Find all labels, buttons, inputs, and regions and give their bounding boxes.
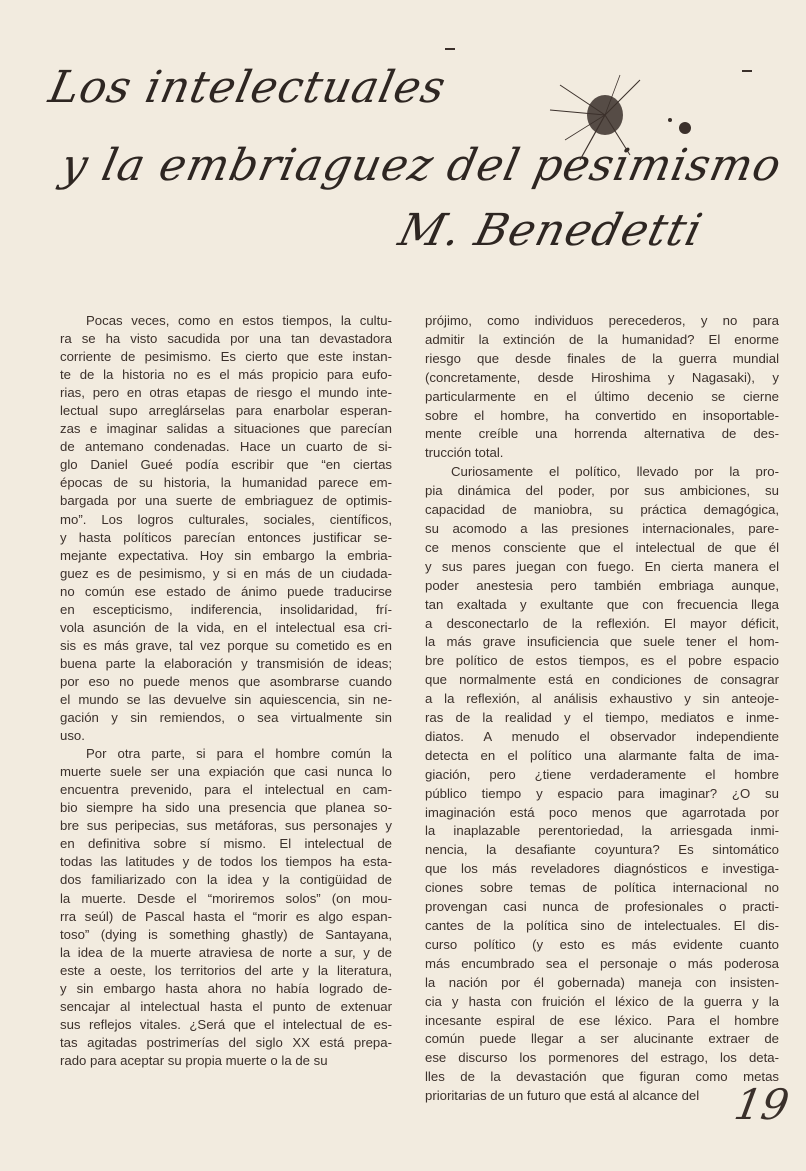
text-line: incesante espiral de ese léxico. Para el hombre xyxy=(425,1012,779,1028)
text-line: guez es de pesimismo, y si en más de un ciudada- xyxy=(60,565,392,581)
text-line: bargada por una suerte de embriaguez de optimis- xyxy=(60,493,392,509)
text-line: prójimo, como individuos perecederos, y no para xyxy=(425,313,779,328)
ink-blot-icon xyxy=(520,70,720,180)
page-number: 19 xyxy=(730,1080,793,1129)
text-line: cantes de la política sino de intelectuales. El dis- xyxy=(425,918,779,933)
text-line: sus reflejos vitales. ¿Será que el intelectual de es- xyxy=(60,1016,392,1032)
text-line: Por otra parte, si para el hombre común la xyxy=(86,746,392,762)
text-line: giación, pero ¿tiene verdaderamente el hombre xyxy=(425,766,779,782)
text-line: su acomodo a las presiones internacionales, pare- xyxy=(425,520,779,536)
text-line: la nación por él gobernada) maneja con insisten- xyxy=(425,974,779,990)
text-line: a desconectarlo de la reflexión. El mayor déficit, xyxy=(425,615,779,631)
text-line: más encumbrado sea el personaje o más poderosa xyxy=(425,955,779,971)
decorative-dash xyxy=(445,48,455,50)
text-line: público tiempo y espacio para imaginar? ¿O su xyxy=(425,785,779,801)
text-line: bre político de estos tiempos, es el pobre espacio xyxy=(425,653,779,669)
text-line: prioritarias de un futuro que está al alcance del xyxy=(425,1088,700,1104)
text-line: sobre el hombre, ha convertido en insoportable- xyxy=(425,407,779,423)
paragraph xyxy=(425,463,779,1106)
text-line: imaginación está poco menos que agarrotada por xyxy=(425,804,779,820)
paragraph xyxy=(425,312,779,463)
text-line: uso. xyxy=(60,728,85,744)
text-line: nencia, la desafiante coyuntura? Es sintomático xyxy=(425,842,779,858)
text-line: épocas de su historia, la humanidad parece em- xyxy=(60,475,392,491)
text-line: cia y hasta con fruición el léxico de la guerra y la xyxy=(425,993,779,1009)
text-line: encuentra prevenido, para el intelectual en cam- xyxy=(60,782,392,798)
text-line: (concretamente, desde Hiroshima y Nagasaki), y xyxy=(425,369,779,385)
text-line: sis es más grave, tal vez porque su cometido es en xyxy=(60,637,392,653)
text-line: glo Daniel Gueé podía escribir que “en ciertas xyxy=(60,457,392,473)
text-line: que normalmente está en condiciones de consagrar xyxy=(425,672,779,688)
text-line: capacidad de maniobra, su práctica demagógica, xyxy=(425,502,779,518)
text-line: a la reflexión, al análisis exhaustivo y sin anteoje- xyxy=(425,691,779,707)
text-line: ra se ha visto sacudida por una tan devastadora xyxy=(60,331,392,347)
text-line: muerte suele ser una expiación que casi nunca lo xyxy=(60,764,392,780)
text-line: corriente de pesimismo. Es cierto que este instan- xyxy=(60,349,392,365)
text-line: gación y sin remiendos, o sea virtualmente sin xyxy=(60,710,392,726)
article-title-line-1: Los intelectuales xyxy=(44,62,451,113)
text-line: toso” (dying is something ghastly) de Santayana, xyxy=(60,926,392,942)
article-title-line-2: y la embriaguez del pesimismo xyxy=(56,140,787,191)
text-line: ras de la realidad y el tiempo, mediatos e inme- xyxy=(425,710,779,726)
text-line: y hasta políticos parecían entonces justificar se- xyxy=(60,529,392,545)
text-line: que los más reveladores diagnósticos e investiga- xyxy=(425,861,779,877)
text-line: admitir la extinción de la humanidad? El enorme xyxy=(425,331,779,347)
text-line: ese discurso los pormenores del estrago, los deta- xyxy=(425,1050,779,1066)
text-line: ce menos consciente que el intelectual de que él xyxy=(425,539,779,555)
text-line: buena parte la elaboración y transmisión de ideas; xyxy=(60,655,392,671)
text-line: Pocas veces, como en estos tiempos, la cultu- xyxy=(86,313,392,328)
text-line: riesgo que desde finales de la guerra mundial xyxy=(425,350,779,366)
text-line: vola asunción de la vida, en el intelectual esa cri- xyxy=(60,619,392,635)
text-line: Curiosamente el político, llevado por la pro- xyxy=(451,464,779,480)
text-line: por eso no puede menos que asombrarse cuando xyxy=(60,673,392,689)
text-line: la muerte. Desde el “moriremos solos” (on mou- xyxy=(60,890,392,906)
text-line: rias, pero en otras etapas de riesgo el mundo inte- xyxy=(60,385,392,401)
text-line: mejante expectativa. Hoy sin embargo la embria- xyxy=(60,547,392,563)
text-line: diatos. A menudo el observador independiente xyxy=(425,728,779,744)
text-line: en definitiva sobre sí mismo. El intelectual de xyxy=(60,836,392,852)
text-line: mo”. Los logros culturales, sociales, científicos, xyxy=(60,511,392,527)
text-line: particularmente en el último decenio se cierne xyxy=(425,388,779,404)
text-line: de antemano condenadas. Hace un cuarto de si- xyxy=(60,439,392,455)
text-line: rado para aceptar su propia muerte o la de su xyxy=(60,1052,328,1068)
paragraph xyxy=(60,312,392,745)
text-line: en escepticismo, indiferencia, insolidaridad, frí- xyxy=(60,601,392,617)
text-column-right xyxy=(425,312,779,1106)
text-line: provengan casi nunca de profesionales o practi- xyxy=(425,899,779,915)
text-line: pia dinámica del poder, por sus ambiciones, su xyxy=(425,483,779,499)
text-line: mente creíble una horrenda alternativa de des- xyxy=(425,426,779,442)
text-line: todas las latitudes y de todos los tiempos ha esta- xyxy=(60,854,392,870)
text-line: bio siempre ha sido una presencia que planea so- xyxy=(60,800,392,816)
text-line: sencajar al intelectual hasta el punto de extenuar xyxy=(60,998,392,1014)
text-line: bre sus peripecias, sus metáforas, sus personajes y xyxy=(60,818,392,834)
text-line: tan exaltada y exultante que con frecuencia llega xyxy=(425,596,779,612)
text-line: lles de la devastación que figuran como metas xyxy=(425,1069,779,1085)
paragraph xyxy=(60,745,392,1070)
text-line: dos familiarizado con la idea y la contigüidad de xyxy=(60,872,392,888)
text-line: la inaplazable perentoriedad, la arriesgada inmi- xyxy=(425,823,779,839)
text-line: detecta en el político una alarmante falta de ima- xyxy=(425,747,779,763)
text-line: común puede llegar a ser alucinante extraer de xyxy=(425,1031,779,1047)
text-line: poder anestesia pero también embriaga aunque, xyxy=(425,577,779,593)
text-line: y sin embargo hasta ahora no había logrado de- xyxy=(60,980,392,996)
text-line: no común ese estado de ánimo puede traducirse xyxy=(60,583,392,599)
text-line: ciones sobre temas de política internacional no xyxy=(425,880,779,896)
text-line: curso político (y esto es más evidente cuanto xyxy=(425,936,779,952)
text-line: tas agitadas postrimerías del siglo XX está prepa- xyxy=(60,1034,392,1050)
author-signature: M. Benedetti xyxy=(393,205,708,256)
text-column-left xyxy=(60,312,392,1070)
text-line: trucción total. xyxy=(425,445,504,461)
text-line: rra seúl) de Pascal hasta el “morir es algo espan- xyxy=(60,908,392,924)
text-line: te de la historia no es el más propicio para eufo- xyxy=(60,367,392,383)
text-line: lectual supo arreglárselas para enarbolar esperan- xyxy=(60,403,392,419)
text-line: la idea de la muerte atraviesa de norte a sur, y de xyxy=(60,944,392,960)
text-line: y sus pares juegan con fuego. En cierta manera el xyxy=(425,558,779,574)
text-line: la más grave insuficiencia que suele tener el hom- xyxy=(425,634,779,650)
text-line: este a oeste, los territorios del arte y la literatura, xyxy=(60,962,392,978)
text-line: el mundo se las devuelve sin aquiescencia, sin ne- xyxy=(60,691,392,707)
decorative-dash xyxy=(742,70,752,72)
text-line: zas e imaginar salidas a situaciones que parecían xyxy=(60,421,392,437)
